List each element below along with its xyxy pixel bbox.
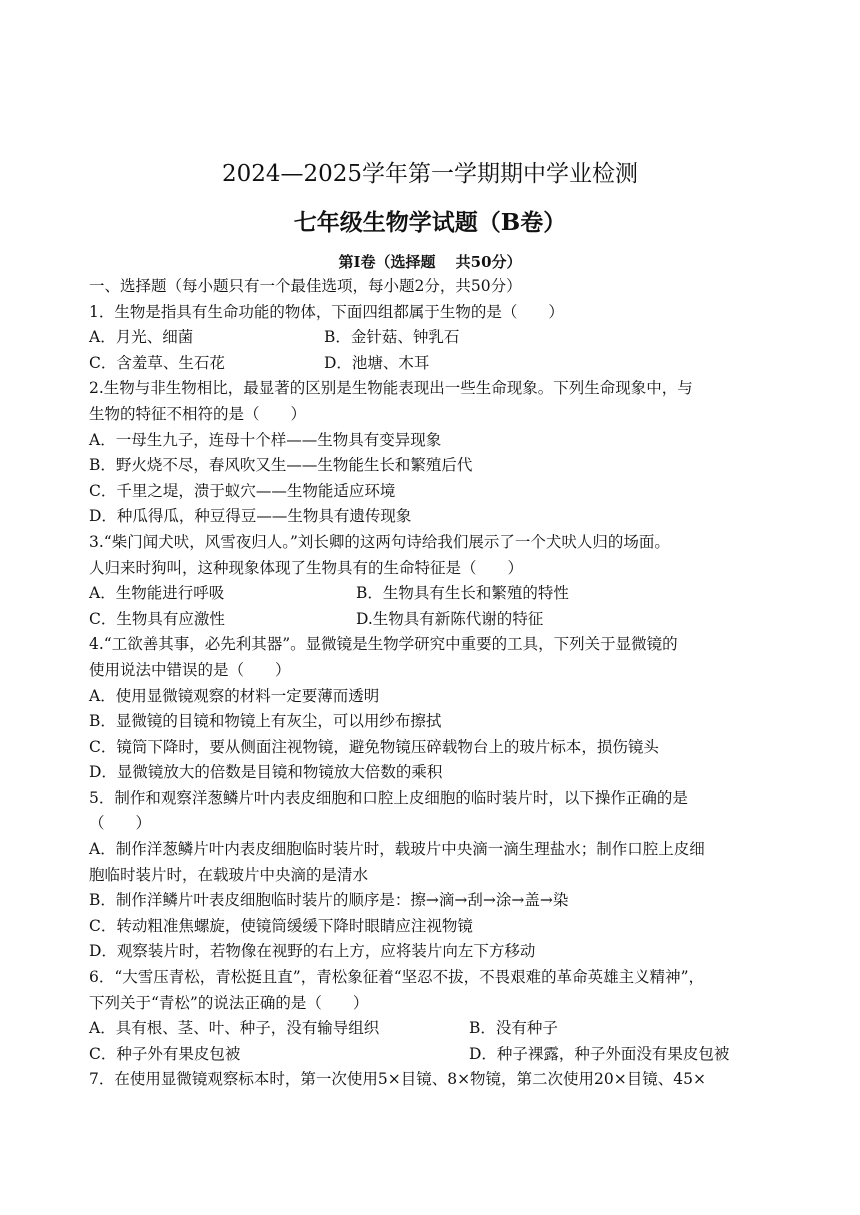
option-c: C．含羞草、生石花: [89, 353, 225, 372]
option-b: B．显微镜的目镜和物镜上有灰尘，可以用纱布擦拭: [89, 712, 442, 731]
option-c: C．千里之堤，溃于蚁穴——生物能适应环境: [89, 481, 396, 500]
question-6-options-row-1: [89, 1016, 779, 1042]
question-2-stem-line-1: 2.生物与非生物相比，最显著的区别是生物能表现出一些生命现象。下列生命现象中，与: [89, 379, 693, 398]
section-heading: 一、选择题（每小题只有一个最佳选项，每小题2分，共50分）: [89, 277, 522, 295]
option-c: C．镜筒下降时，要从侧面注视物镜，避免物镜压碎载物台上的玻片标本，损伤镜头: [89, 737, 659, 756]
question-3-stem-line-2: 人归来时狗叫，这种现象体现了生物具有的生命特征是（ ）: [89, 558, 524, 577]
question-5-stem-line-2: （ ）: [89, 814, 152, 833]
option-a: A．使用显微镜观察的材料一定要薄而透明: [89, 686, 380, 705]
option-c: C．种子外有果皮包被: [89, 1044, 241, 1063]
option-b: B．野火烧不尽，春风吹又生——生物能生长和繁殖后代: [89, 456, 473, 475]
question-3-options-row-1: [89, 581, 779, 607]
question-4-stem-line-1: 4.“工欲善其事，必先利其器”。显微镜是生物学研究中重要的工具，下列关于显微镜的: [89, 635, 678, 654]
part-heading: 第Ⅰ卷（选择题 共50分）: [338, 253, 522, 271]
option-d: D．显微镜放大的倍数是目镜和物镜放大倍数的乘积: [89, 763, 443, 782]
option-d: D．种子裸露，种子外面没有果皮包被: [469, 1044, 730, 1063]
question-6-stem-line-2: 下列关于“青松”的说法正确的是（ ）: [89, 993, 369, 1012]
option-c: C．生物具有应激性: [89, 609, 225, 628]
exam-subtitle: 七年级生物学试题（B卷）: [293, 209, 567, 236]
option-a: A．制作洋葱鳞片叶内表皮细胞临时装片时，载玻片中央滴一滴生理盐水；制作口腔上皮细: [89, 840, 705, 859]
question-5-stem-line-1: 5．制作和观察洋葱鳞片叶内表皮细胞和口腔上皮细胞的临时装片时，以下操作正确的是: [89, 788, 688, 807]
question-2-stem-line-2: 生物的特征不相符的是（ ）: [89, 404, 307, 423]
question-1-options-row-1: [89, 325, 779, 351]
option-a-continued: 胞临时装片时，在载玻片中央滴的是清水: [89, 865, 369, 884]
option-d: D．观察装片时，若物像在视野的右上方，应将装片向左下方移动: [89, 942, 536, 961]
question-7-stem-line-1: 7．在使用显微镜观察标本时，第一次使用5×目镜、8×物镜，第二次使用20×目镜、45×: [89, 1070, 706, 1089]
question-body: [89, 274, 779, 1093]
option-b: B．金针菇、钟乳石: [324, 328, 460, 347]
exam-title: 2024—2025学年第一学期期中学业检测: [221, 161, 639, 187]
question-3-options-row-2: [89, 607, 779, 633]
question-4-stem-line-2: 使用说法中错误的是（ ）: [89, 660, 291, 679]
question-1-options-row-2: [89, 351, 779, 377]
option-b: B．没有种子: [469, 1019, 558, 1038]
question-6-stem-line-1: 6．“大雪压青松，青松挺且直”，青松象征着“坚忍不拔，不畏艰难的革命英雄主义精神”，: [89, 968, 705, 987]
question-6-options-row-2: [89, 1042, 779, 1068]
question-3-stem-line-1: 3.“柴门闻犬吠，风雪夜归人。”刘长卿的这两句诗给我们展示了一个犬吠人归的场面。: [89, 532, 670, 551]
option-a: A．具有根、茎、叶、种子，没有输导组织: [89, 1019, 380, 1038]
option-b: B．生物具有生长和繁殖的特性: [356, 584, 569, 603]
question-1-stem: 1．生物是指具有生命功能的物体，下面四组都属于生物的是（ ）: [89, 302, 564, 321]
option-d: D.生物具有新陈代谢的特征: [356, 609, 544, 628]
option-a: A．月光、细菌: [89, 328, 194, 347]
option-d: D．池塘、木耳: [324, 353, 430, 372]
option-d: D．种瓜得瓜，种豆得豆——生物具有遗传现象: [89, 507, 412, 526]
option-b: B．制作洋鳞片叶表皮细胞临时装片的顺序是：擦→滴→刮→涂→盖→染: [89, 891, 569, 910]
option-c: C．转动粗准焦螺旋，使镜筒缓缓下降时眼睛应注视物镜: [89, 916, 473, 935]
option-a: A．生物能进行呼吸: [89, 584, 225, 603]
option-a: A．一母生九子，连母十个样——生物具有变异现象: [89, 430, 442, 449]
